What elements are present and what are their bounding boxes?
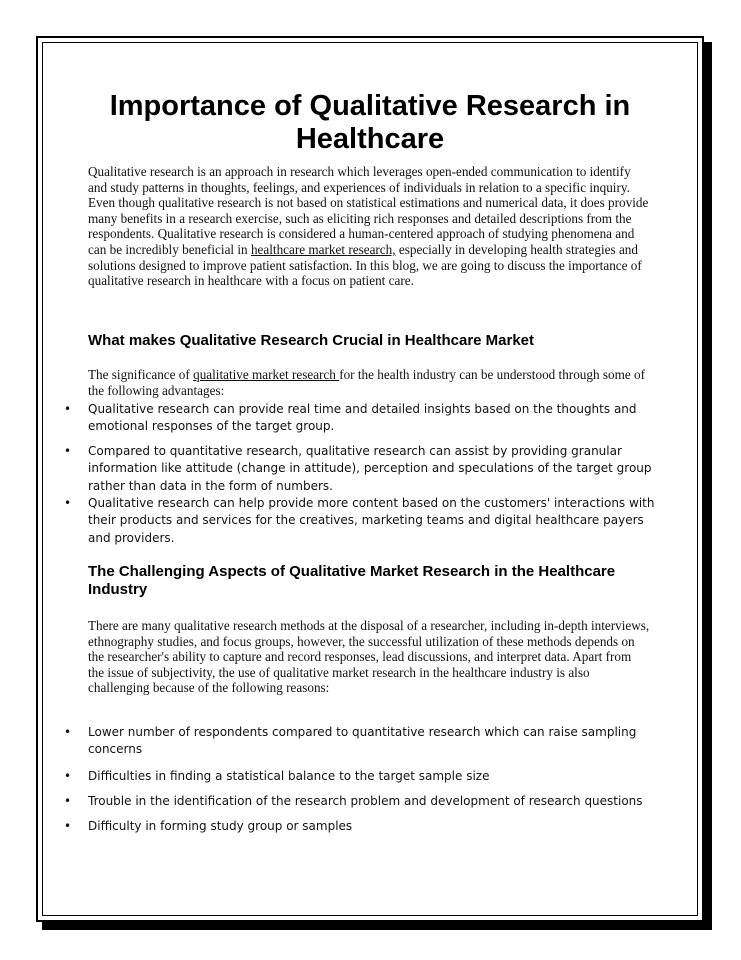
list-item <box>64 724 658 759</box>
section1-intro <box>88 367 654 398</box>
bullet-icon: • <box>64 402 72 416</box>
bullet-icon: • <box>64 794 72 808</box>
intro-text-end: especially in developing health strategies and solutions designed to improve patient satisfaction. In this blog, we are going to discuss the importance of qualitative research in healthcare with a focus on patient care. <box>88 241 642 289</box>
bullet-icon: • <box>64 725 72 739</box>
bullet-icon: • <box>64 819 72 833</box>
bullet-icon: • <box>64 496 72 510</box>
list-item <box>64 818 658 835</box>
bullet-icon: • <box>64 444 72 458</box>
qualitative-market-research-link[interactable]: qualitative market research <box>193 367 340 382</box>
intro-text-start: Qualitative research is an approach in research which leverages open-ended communication to identify and study patterns in thoughts, feelings, and experiences of individuals in relation to a specific inquiry. Even though qualitative research is not based on statistical estimations and numerical data, it does provide many benefits in a research exercise, such as eliciting rich responses and detailed descriptions from the respondents. Qualitative research is considered a human-centered approach of studying phenomena and can be incredibly beneficial in <box>88 164 649 257</box>
list-item <box>64 443 658 495</box>
list-item-text: Trouble in the identification of the research problem and development of research questions <box>88 794 643 808</box>
document-page <box>36 36 704 922</box>
section1-intro-end: for the health industry can be understood through some of the following advantages: <box>88 367 645 398</box>
intro-paragraph <box>88 164 650 289</box>
page-title: Importance of Qualitative Research in Healthcare <box>109 90 631 155</box>
list-item-text: Lower number of respondents compared to quantitative research which can raise sampling concerns <box>88 725 637 757</box>
list-item <box>64 495 658 547</box>
section2-intro: There are many qualitative research methods at the disposal of a researcher, including in-depth interviews, ethnography studies, and focus groups, however, the successful utilization of these methods depends on the researcher's ability to capture and record responses, lead discussions, and interpret data. Apart from the issue of subjectivity, the use of qualitative market research in the healthcare industry is also challenging because of the following reasons: <box>88 618 650 696</box>
section1-intro-start: The significance of <box>88 367 194 382</box>
list-item <box>64 768 658 785</box>
list-item-text: Qualitative research can provide real time and detailed insights based on the thoughts and emotional responses of the target group. <box>88 402 637 434</box>
section2-heading: The Challenging Aspects of Qualitative Market Research in the Healthcare Industry <box>88 563 616 598</box>
list-item-text: Difficulties in finding a statistical balance to the target sample size <box>88 769 490 783</box>
healthcare-market-research-link[interactable]: healthcare market research, <box>250 241 396 257</box>
bullet-icon: • <box>64 769 72 783</box>
section1-heading: What makes Qualitative Research Crucial in Healthcare Market <box>88 332 535 349</box>
list-item-text: Difficulty in forming study group or samples <box>88 819 353 833</box>
list-item <box>64 793 658 810</box>
list-item-text: Qualitative research can help provide more content based on the customers' interactions with their products and services for the creatives, marketing teams and digital healthcare payers and providers. <box>88 496 655 545</box>
list-item-text: Compared to quantitative research, qualitative research can assist by providing granular information like attitude (change in attitude), perception and speculations of the target group rather than data in the form of numbers. <box>88 444 652 493</box>
list-item <box>64 401 658 436</box>
